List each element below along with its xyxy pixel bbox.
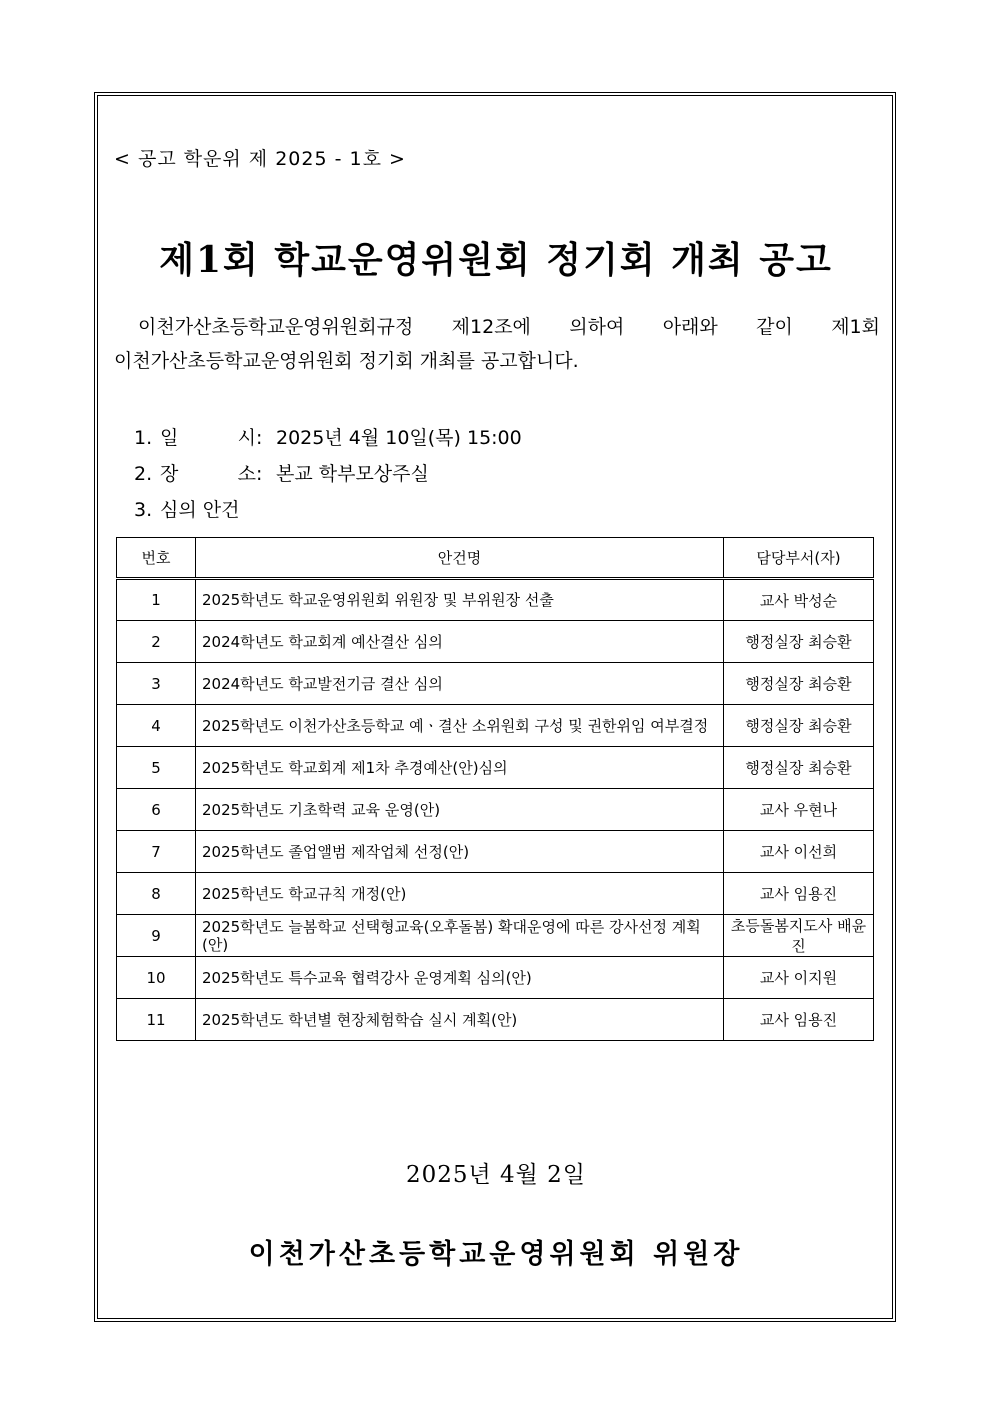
table-row	[117, 831, 874, 873]
detail-item-agenda	[134, 492, 522, 528]
row-agenda-name: 2025학년도 이천가산초등학교 예ㆍ결산 소위원회 구성 및 권한위임 여부결정	[196, 705, 724, 747]
row-agenda-name: 2025학년도 특수교육 협력강사 운영계획 심의(안)	[196, 957, 724, 999]
header-number: 번호	[117, 538, 196, 579]
detail-number: 3.	[134, 499, 153, 521]
table-row	[117, 915, 874, 957]
table-row	[117, 705, 874, 747]
intro-line-2: 이천가산초등학교운영위원회 정기회 개최를 공고합니다.	[114, 350, 579, 372]
agenda-table	[116, 537, 874, 1041]
table-row	[117, 747, 874, 789]
row-agenda-name: 2025학년도 학교운영위원회 위원장 및 부위원장 선출	[196, 579, 724, 621]
intro-paragraph	[114, 310, 880, 378]
row-number: 5	[117, 747, 196, 789]
row-owner: 교사 박성순	[724, 579, 874, 621]
table-row	[117, 957, 874, 999]
row-number: 7	[117, 831, 196, 873]
row-owner: 교사 우현나	[724, 789, 874, 831]
detail-label	[160, 420, 256, 456]
row-owner: 교사 임용진	[724, 873, 874, 915]
header-agenda-name: 안건명	[196, 538, 724, 579]
row-owner: 행정실장 최승환	[724, 663, 874, 705]
intro-line-1: 이천가산초등학교운영위원회규정 제12조에 의하여 아래와 같이 제1회	[138, 316, 880, 338]
detail-label	[160, 456, 256, 492]
row-agenda-name: 2024학년도 학교회계 예산결산 심의	[196, 621, 724, 663]
row-owner: 행정실장 최승환	[724, 705, 874, 747]
row-number: 4	[117, 705, 196, 747]
signer: 이천가산초등학교운영위원회 위원장	[248, 1239, 744, 1270]
detail-number: 2.	[134, 463, 153, 485]
row-agenda-name: 2025학년도 졸업앨범 제작업체 선정(안)	[196, 831, 724, 873]
detail-label-char: 일	[160, 427, 179, 449]
row-number: 10	[117, 957, 196, 999]
row-agenda-name: 2025학년도 기초학력 교육 운영(안)	[196, 789, 724, 831]
table-row	[117, 873, 874, 915]
detail-label-char: 소	[237, 463, 256, 485]
meeting-details	[134, 420, 522, 528]
row-owner: 교사 이선희	[724, 831, 874, 873]
detail-value: 본교 학부모상주실	[276, 463, 429, 485]
row-agenda-name: 2025학년도 늘봄학교 선택형교육(오후돌봄) 확대운영에 따른 강사선정 계획(안)	[196, 915, 724, 957]
row-number: 11	[117, 999, 196, 1041]
detail-item-place	[134, 456, 522, 492]
table-row	[117, 663, 874, 705]
row-agenda-name: 2024학년도 학교발전기금 결산 심의	[196, 663, 724, 705]
detail-value: 2025년 4월 10일(목) 15:00	[276, 427, 522, 449]
row-number: 9	[117, 915, 196, 957]
row-owner: 행정실장 최승환	[724, 747, 874, 789]
notice-number: < 공고 학운위 제 2025 - 1호 >	[114, 148, 406, 170]
row-owner: 행정실장 최승환	[724, 621, 874, 663]
table-row	[117, 999, 874, 1041]
table-row	[117, 789, 874, 831]
row-number: 2	[117, 621, 196, 663]
header-owner: 담당부서(자)	[724, 538, 874, 579]
row-number: 8	[117, 873, 196, 915]
table-header-row	[117, 538, 874, 579]
detail-number: 1.	[134, 427, 153, 449]
detail-label: 심의 안건	[160, 499, 240, 521]
row-owner: 교사 임용진	[724, 999, 874, 1041]
document-title: 제1회 학교운영위원회 정기회 개최 공고	[159, 239, 833, 281]
detail-separator: :	[256, 427, 263, 449]
row-agenda-name: 2025학년도 학교규칙 개정(안)	[196, 873, 724, 915]
row-agenda-name: 2025학년도 학년별 현장체험학습 실시 계획(안)	[196, 999, 724, 1041]
detail-item-datetime	[134, 420, 522, 456]
row-number: 1	[117, 579, 196, 621]
row-owner: 교사 이지원	[724, 957, 874, 999]
row-number: 6	[117, 789, 196, 831]
announcement-date: 2025년 4월 2일	[405, 1162, 587, 1188]
table-row	[117, 579, 874, 621]
row-owner: 초등돌봄지도사 배윤진	[724, 915, 874, 957]
detail-label-char: 시	[237, 427, 256, 449]
table-row	[117, 621, 874, 663]
detail-separator: :	[256, 463, 263, 485]
row-agenda-name: 2025학년도 학교회계 제1차 추경예산(안)심의	[196, 747, 724, 789]
detail-label-char: 장	[160, 463, 179, 485]
row-number: 3	[117, 663, 196, 705]
